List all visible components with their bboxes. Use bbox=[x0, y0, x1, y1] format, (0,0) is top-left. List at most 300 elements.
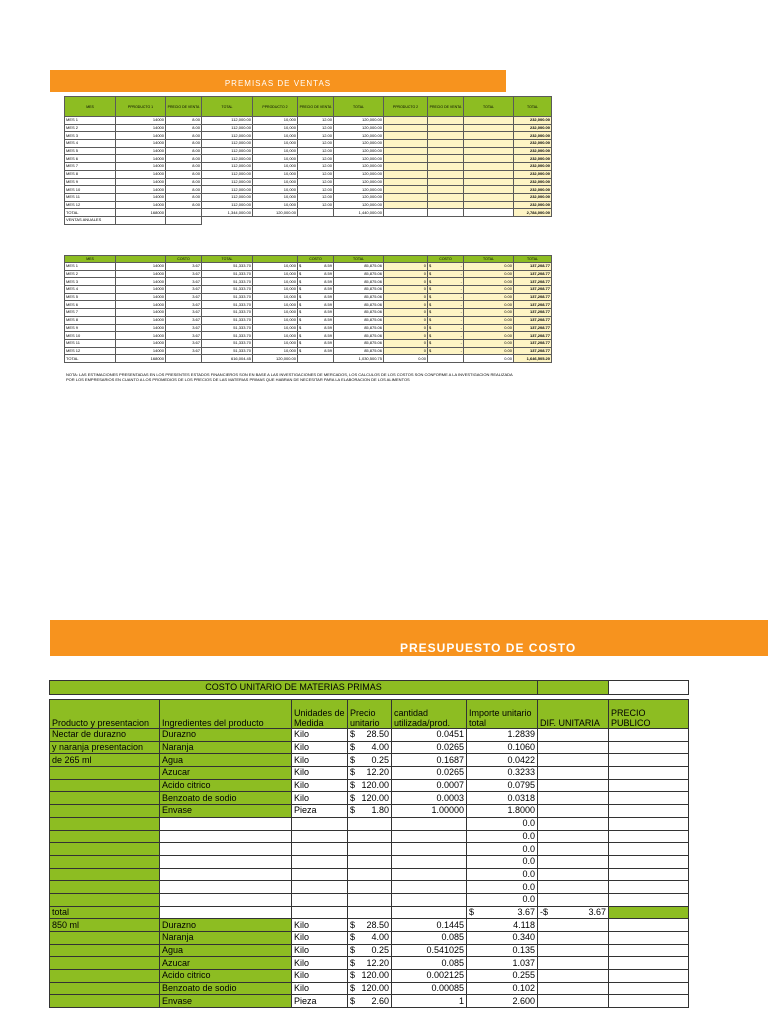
ingredient-name: Azucar bbox=[160, 957, 292, 970]
column-header: TOTAL bbox=[464, 97, 514, 117]
table-cell: 85,875.06 bbox=[334, 339, 384, 347]
table-cell: 12.00 bbox=[298, 178, 334, 186]
table-cell: 8.00 bbox=[166, 170, 202, 178]
table-cell bbox=[538, 868, 609, 881]
unit: Kilo bbox=[292, 792, 348, 805]
table-cell bbox=[538, 881, 609, 894]
table-cell: 10,000 bbox=[253, 147, 298, 155]
table-cell bbox=[464, 209, 514, 217]
table-cell: 112,000.00 bbox=[202, 155, 253, 163]
table-title: COSTO UNITARIO DE MATERIAS PRIMAS bbox=[50, 681, 538, 695]
table-cell: 0.00 bbox=[464, 347, 514, 355]
table-cell bbox=[298, 309, 334, 317]
empty-row bbox=[50, 881, 689, 894]
currency-value: $ 8.59 bbox=[299, 347, 332, 353]
table-cell: 14000 bbox=[116, 309, 166, 317]
table-cell bbox=[384, 193, 428, 201]
quantity: 0.1687 bbox=[392, 754, 467, 767]
table-cell bbox=[50, 855, 160, 868]
table-cell bbox=[384, 186, 428, 194]
table-row bbox=[65, 270, 552, 278]
table-cell: 168000 bbox=[116, 355, 166, 363]
table-cell: 0 bbox=[384, 270, 428, 278]
table-row bbox=[65, 278, 552, 286]
table-cell: 3.67 bbox=[166, 332, 202, 340]
total-label: total bbox=[50, 906, 160, 919]
price-cell bbox=[348, 779, 392, 792]
column-header: PRECIO DE VENTA bbox=[298, 97, 334, 117]
column-header: PPRODUCTO 2 bbox=[384, 97, 428, 117]
table-cell: 10,000 bbox=[253, 132, 298, 140]
table-cell: 112,000.00 bbox=[202, 147, 253, 155]
table-cell: MES 9 bbox=[65, 178, 116, 186]
table-row bbox=[65, 170, 552, 178]
importe: 0.0 bbox=[467, 817, 538, 830]
ventas-banner: PREMISAS DE VENTAS bbox=[50, 70, 506, 92]
table-cell: 3.67 bbox=[166, 316, 202, 324]
table-cell bbox=[392, 906, 467, 919]
table-cell: 10,000 bbox=[253, 316, 298, 324]
table-cell: 14000 bbox=[116, 201, 166, 209]
ingredient-name: Azucar bbox=[160, 767, 292, 780]
table-cell bbox=[428, 147, 464, 155]
table-cell: 0 bbox=[384, 332, 428, 340]
unit: Kilo bbox=[292, 779, 348, 792]
table-cell: 137,208.77 bbox=[514, 263, 552, 271]
table-cell: 85,875.06 bbox=[334, 278, 384, 286]
table-row bbox=[65, 193, 552, 201]
table-cell: MES 5 bbox=[65, 147, 116, 155]
table-cell: 14000 bbox=[116, 347, 166, 355]
table-cell: 0.00 bbox=[464, 316, 514, 324]
table-cell bbox=[538, 792, 609, 805]
quantity: 0.085 bbox=[392, 932, 467, 945]
ingredient-row bbox=[50, 729, 689, 742]
table-cell bbox=[464, 193, 514, 201]
table-row bbox=[65, 286, 552, 294]
table-cell: 112,000.00 bbox=[202, 193, 253, 201]
table-cell bbox=[428, 278, 464, 286]
importe: 1.2839 bbox=[467, 729, 538, 742]
table-row bbox=[65, 324, 552, 332]
table-cell: 51,333.70 bbox=[202, 324, 253, 332]
table-cell bbox=[428, 332, 464, 340]
ingredient-row bbox=[50, 970, 689, 983]
table-cell: 10,000 bbox=[253, 124, 298, 132]
table-cell: MES 1 bbox=[65, 263, 116, 271]
table-cell bbox=[428, 170, 464, 178]
table-cell: 51,333.70 bbox=[202, 263, 253, 271]
table-cell bbox=[384, 163, 428, 171]
table-cell: 8.00 bbox=[166, 178, 202, 186]
table-cell bbox=[392, 893, 467, 906]
table-cell bbox=[538, 805, 609, 818]
table-cell: 1,030,500.75 bbox=[334, 355, 384, 363]
price-cell bbox=[348, 982, 392, 995]
currency-value: $ 8.59 bbox=[299, 301, 332, 307]
table-cell: 120,000.00 bbox=[334, 201, 384, 209]
table-cell bbox=[609, 805, 689, 818]
column-header: TOTAL bbox=[202, 97, 253, 117]
column-header: Importe unitario total bbox=[467, 700, 538, 729]
table-cell: 0 bbox=[384, 316, 428, 324]
unit: Pieza bbox=[292, 995, 348, 1008]
table-cell: 14000 bbox=[116, 263, 166, 271]
currency-value: $ - bbox=[429, 347, 462, 353]
product-label bbox=[50, 970, 160, 983]
table-cell: 10,000 bbox=[253, 293, 298, 301]
table-cell: 120,000.00 bbox=[334, 132, 384, 140]
column-header: PPRODUCTO 2 bbox=[253, 97, 298, 117]
table-cell bbox=[384, 178, 428, 186]
table-cell: 85,875.06 bbox=[334, 286, 384, 294]
unit: Kilo bbox=[292, 754, 348, 767]
table-cell bbox=[609, 881, 689, 894]
table-cell: 137,208.77 bbox=[514, 309, 552, 317]
column-header bbox=[116, 256, 166, 263]
importe: 0.102 bbox=[467, 982, 538, 995]
table-cell: 51,333.70 bbox=[202, 316, 253, 324]
table-cell: 51,333.70 bbox=[202, 347, 253, 355]
table-cell: 10,000 bbox=[253, 324, 298, 332]
table-cell: 14000 bbox=[116, 301, 166, 309]
currency-value: $ 1.80 bbox=[350, 805, 389, 816]
table-cell bbox=[428, 293, 464, 301]
table-cell bbox=[166, 355, 202, 363]
table-cell: MES 3 bbox=[65, 132, 116, 140]
table-cell bbox=[609, 932, 689, 945]
importe: 0.0422 bbox=[467, 754, 538, 767]
currency-value: $ 8.59 bbox=[299, 286, 332, 292]
quantity: 0.1445 bbox=[392, 919, 467, 932]
table-cell bbox=[464, 124, 514, 132]
table-cell: 8.00 bbox=[166, 186, 202, 194]
table-cell: MES 7 bbox=[65, 163, 116, 171]
table-cell bbox=[384, 140, 428, 148]
unit: Kilo bbox=[292, 919, 348, 932]
empty-row bbox=[50, 868, 689, 881]
table-cell bbox=[538, 817, 609, 830]
table-cell: MES 12 bbox=[65, 347, 116, 355]
table-cell: 14000 bbox=[116, 186, 166, 194]
ingredient-row bbox=[50, 767, 689, 780]
column-header: Precio unitario bbox=[348, 700, 392, 729]
table-cell bbox=[609, 855, 689, 868]
table-cell bbox=[464, 132, 514, 140]
table-cell: 112,000.00 bbox=[202, 163, 253, 171]
table-cell: 8.00 bbox=[166, 193, 202, 201]
header-row bbox=[65, 256, 552, 263]
table-cell: 120,000.00 bbox=[334, 140, 384, 148]
table-cell bbox=[609, 919, 689, 932]
table-cell: 14000 bbox=[116, 147, 166, 155]
table-cell: 0.00 bbox=[464, 324, 514, 332]
product-label bbox=[50, 792, 160, 805]
table-cell: 112,000.00 bbox=[202, 117, 253, 125]
table-cell: MES 2 bbox=[65, 270, 116, 278]
table-cell: TOTAL bbox=[65, 209, 116, 217]
table-cell: 3.67 bbox=[166, 270, 202, 278]
column-header: TOTAL bbox=[202, 256, 253, 263]
table-cell: MES 2 bbox=[65, 124, 116, 132]
table-cell: 0 bbox=[384, 309, 428, 317]
currency-value: $ 8.59 bbox=[299, 294, 332, 300]
table-cell: 85,875.06 bbox=[334, 347, 384, 355]
table-cell bbox=[50, 868, 160, 881]
table-cell bbox=[384, 147, 428, 155]
ingredient-name: Acido citrico bbox=[160, 970, 292, 983]
currency-value: $ 28.50 bbox=[350, 729, 389, 740]
currency-value: $ 3.67 bbox=[469, 906, 535, 917]
total-row bbox=[50, 906, 689, 919]
currency-value: $ 0.25 bbox=[350, 945, 389, 956]
title-row bbox=[50, 681, 689, 695]
table-cell bbox=[166, 216, 202, 224]
table-cell: 85,875.06 bbox=[334, 316, 384, 324]
currency-value: $ 8.59 bbox=[299, 309, 332, 315]
table-cell: 120,000.00 bbox=[334, 124, 384, 132]
table-cell: 3.67 bbox=[166, 324, 202, 332]
table-cell bbox=[298, 263, 334, 271]
importe: 0.0 bbox=[467, 893, 538, 906]
currency-value: $ - bbox=[429, 271, 462, 277]
table-cell bbox=[292, 881, 348, 894]
table-cell: 137,208.77 bbox=[514, 278, 552, 286]
table-cell: 1,440,000.00 bbox=[334, 209, 384, 217]
table-cell: 10,000 bbox=[253, 170, 298, 178]
table-cell: TOTAL bbox=[65, 355, 116, 363]
empty-row bbox=[50, 855, 689, 868]
table-cell: MES 9 bbox=[65, 324, 116, 332]
empty-row bbox=[50, 817, 689, 830]
table-cell: 51,333.70 bbox=[202, 339, 253, 347]
table-cell: 0.00 bbox=[464, 270, 514, 278]
table-cell: 120,000.00 bbox=[253, 355, 298, 363]
table-cell bbox=[292, 868, 348, 881]
table-cell: 14000 bbox=[116, 117, 166, 125]
currency-value: $ 4.00 bbox=[350, 742, 389, 753]
table-row bbox=[65, 140, 552, 148]
table-cell: 14000 bbox=[116, 324, 166, 332]
table-cell: 137,208.77 bbox=[514, 339, 552, 347]
table-cell bbox=[538, 919, 609, 932]
table-cell bbox=[50, 881, 160, 894]
currency-value: $ 120.00 bbox=[350, 792, 389, 803]
table-cell bbox=[428, 355, 464, 363]
table-cell bbox=[538, 957, 609, 970]
table-cell: 8.00 bbox=[166, 124, 202, 132]
column-header: Ingredientes del producto bbox=[160, 700, 292, 729]
currency-value: $ 4.00 bbox=[350, 932, 389, 943]
table-cell: MES 6 bbox=[65, 301, 116, 309]
table-cell bbox=[538, 681, 609, 695]
column-header: Producto y presentacion bbox=[50, 700, 160, 729]
table-cell: 14000 bbox=[116, 140, 166, 148]
column-header: MES bbox=[65, 97, 116, 117]
currency-value: $ - bbox=[429, 263, 462, 269]
currency-value: $ 0.25 bbox=[350, 754, 389, 765]
table-cell bbox=[160, 881, 292, 894]
table-cell bbox=[428, 178, 464, 186]
product-label: 850 ml bbox=[50, 919, 160, 932]
table-cell bbox=[538, 754, 609, 767]
header-row bbox=[50, 700, 689, 729]
table-cell: MES 12 bbox=[65, 201, 116, 209]
table-row bbox=[65, 163, 552, 171]
table-cell: 120,000.00 bbox=[334, 178, 384, 186]
currency-value: $ - bbox=[429, 286, 462, 292]
unit: Kilo bbox=[292, 767, 348, 780]
table-cell: MES 10 bbox=[65, 332, 116, 340]
table-cell bbox=[428, 163, 464, 171]
table-cell: 0.00 bbox=[464, 293, 514, 301]
table-cell bbox=[609, 843, 689, 856]
table-cell: 14000 bbox=[116, 170, 166, 178]
table-cell: 0.00 bbox=[464, 332, 514, 340]
product-label: Nectar de durazno bbox=[50, 729, 160, 742]
table-cell: 232,000.00 bbox=[514, 170, 552, 178]
table-cell: 232,000.00 bbox=[514, 132, 552, 140]
currency-value: $ 12.20 bbox=[350, 767, 389, 778]
table-cell bbox=[384, 132, 428, 140]
table-cell: 10,000 bbox=[253, 278, 298, 286]
quantity: 0.541025 bbox=[392, 944, 467, 957]
table-cell: 85,875.06 bbox=[334, 301, 384, 309]
table-cell bbox=[298, 332, 334, 340]
table-cell: 3.67 bbox=[166, 347, 202, 355]
table-cell: 14000 bbox=[116, 286, 166, 294]
table-cell bbox=[50, 893, 160, 906]
table-cell: 12.00 bbox=[298, 132, 334, 140]
price-cell bbox=[348, 932, 392, 945]
currency-value: $ 28.50 bbox=[350, 919, 389, 930]
table-cell bbox=[384, 155, 428, 163]
table-cell: 168000 bbox=[116, 209, 166, 217]
table-cell: 137,208.77 bbox=[514, 324, 552, 332]
quantity: 0.002125 bbox=[392, 970, 467, 983]
table-cell: 137,208.77 bbox=[514, 270, 552, 278]
importe: 0.0 bbox=[467, 830, 538, 843]
table-cell bbox=[464, 140, 514, 148]
table-cell: 51,333.70 bbox=[202, 270, 253, 278]
column-header: PRECIO PUBLICO bbox=[609, 700, 689, 729]
table-cell: 10,000 bbox=[253, 347, 298, 355]
table-cell: 8.00 bbox=[166, 155, 202, 163]
ingredient-name: Envase bbox=[160, 805, 292, 818]
table-cell bbox=[292, 830, 348, 843]
currency-value: $ 120.00 bbox=[350, 970, 389, 981]
table-cell: 112,000.00 bbox=[202, 124, 253, 132]
table-cell: 112,000.00 bbox=[202, 132, 253, 140]
table-cell: 10,000 bbox=[253, 270, 298, 278]
ingredient-name: Naranja bbox=[160, 932, 292, 945]
empty-row bbox=[50, 830, 689, 843]
importe: 0.0318 bbox=[467, 792, 538, 805]
table-cell: 3.67 bbox=[166, 309, 202, 317]
unit: Pieza bbox=[292, 805, 348, 818]
quantity: 0.0007 bbox=[392, 779, 467, 792]
importe: 1.8000 bbox=[467, 805, 538, 818]
table-cell: 10,000 bbox=[253, 193, 298, 201]
table-cell bbox=[292, 817, 348, 830]
currency-value: $ - bbox=[429, 278, 462, 284]
table-cell bbox=[428, 347, 464, 355]
currency-value: $ - bbox=[429, 309, 462, 315]
table-cell: 10,000 bbox=[253, 201, 298, 209]
table-cell: 12.00 bbox=[298, 147, 334, 155]
ingredient-row bbox=[50, 982, 689, 995]
table-cell: 2,784,000.00 bbox=[514, 209, 552, 217]
table-cell bbox=[298, 347, 334, 355]
costos-table bbox=[64, 255, 552, 363]
table-cell bbox=[538, 767, 609, 780]
ingredient-row bbox=[50, 805, 689, 818]
table-cell: 0 bbox=[384, 278, 428, 286]
price-cell bbox=[348, 754, 392, 767]
table-cell bbox=[538, 982, 609, 995]
table-cell: 3.67 bbox=[166, 301, 202, 309]
table-cell: 10,000 bbox=[253, 117, 298, 125]
table-cell bbox=[50, 843, 160, 856]
ingredient-name: Benzoato de sodio bbox=[160, 792, 292, 805]
table-cell: 8.00 bbox=[166, 132, 202, 140]
table-cell: 232,000.00 bbox=[514, 201, 552, 209]
header-row bbox=[65, 97, 552, 117]
column-header: Unidades de Medida bbox=[292, 700, 348, 729]
table-cell: 3.67 bbox=[166, 263, 202, 271]
product-label bbox=[50, 982, 160, 995]
table-cell bbox=[392, 817, 467, 830]
table-cell: MES 4 bbox=[65, 286, 116, 294]
table-cell: 137,208.77 bbox=[514, 293, 552, 301]
table-cell: MES 3 bbox=[65, 278, 116, 286]
table-cell: 85,875.06 bbox=[334, 332, 384, 340]
product-label bbox=[50, 957, 160, 970]
ingredient-name: Naranja bbox=[160, 741, 292, 754]
column-header: TOTAL bbox=[464, 256, 514, 263]
table-cell bbox=[384, 117, 428, 125]
table-cell: 232,000.00 bbox=[514, 193, 552, 201]
importe: 0.135 bbox=[467, 944, 538, 957]
table-cell bbox=[166, 209, 202, 217]
price-cell bbox=[348, 995, 392, 1008]
table-cell: 0.00 bbox=[464, 339, 514, 347]
ingredient-name: Benzoato de sodio bbox=[160, 982, 292, 995]
table-cell bbox=[609, 779, 689, 792]
table-cell: 10,000 bbox=[253, 301, 298, 309]
ingredient-name: Envase bbox=[160, 995, 292, 1008]
importe: 1.037 bbox=[467, 957, 538, 970]
table-cell: 137,208.77 bbox=[514, 301, 552, 309]
table-cell: MES 6 bbox=[65, 155, 116, 163]
column-header: DIF. UNITARIA bbox=[538, 700, 609, 729]
table-cell: 10,000 bbox=[253, 163, 298, 171]
table-cell: 8.00 bbox=[166, 163, 202, 171]
column-header: PRECIO DE VENTA bbox=[428, 97, 464, 117]
table-cell: MES 11 bbox=[65, 339, 116, 347]
table-cell bbox=[514, 216, 552, 224]
table-cell bbox=[384, 124, 428, 132]
price-cell bbox=[348, 944, 392, 957]
table-cell bbox=[609, 970, 689, 983]
price-cell bbox=[348, 729, 392, 742]
table-cell bbox=[538, 729, 609, 742]
table-cell: 137,208.77 bbox=[514, 316, 552, 324]
table-row bbox=[65, 186, 552, 194]
unit: Kilo bbox=[292, 957, 348, 970]
price-cell bbox=[348, 767, 392, 780]
table-cell: 12.00 bbox=[298, 201, 334, 209]
